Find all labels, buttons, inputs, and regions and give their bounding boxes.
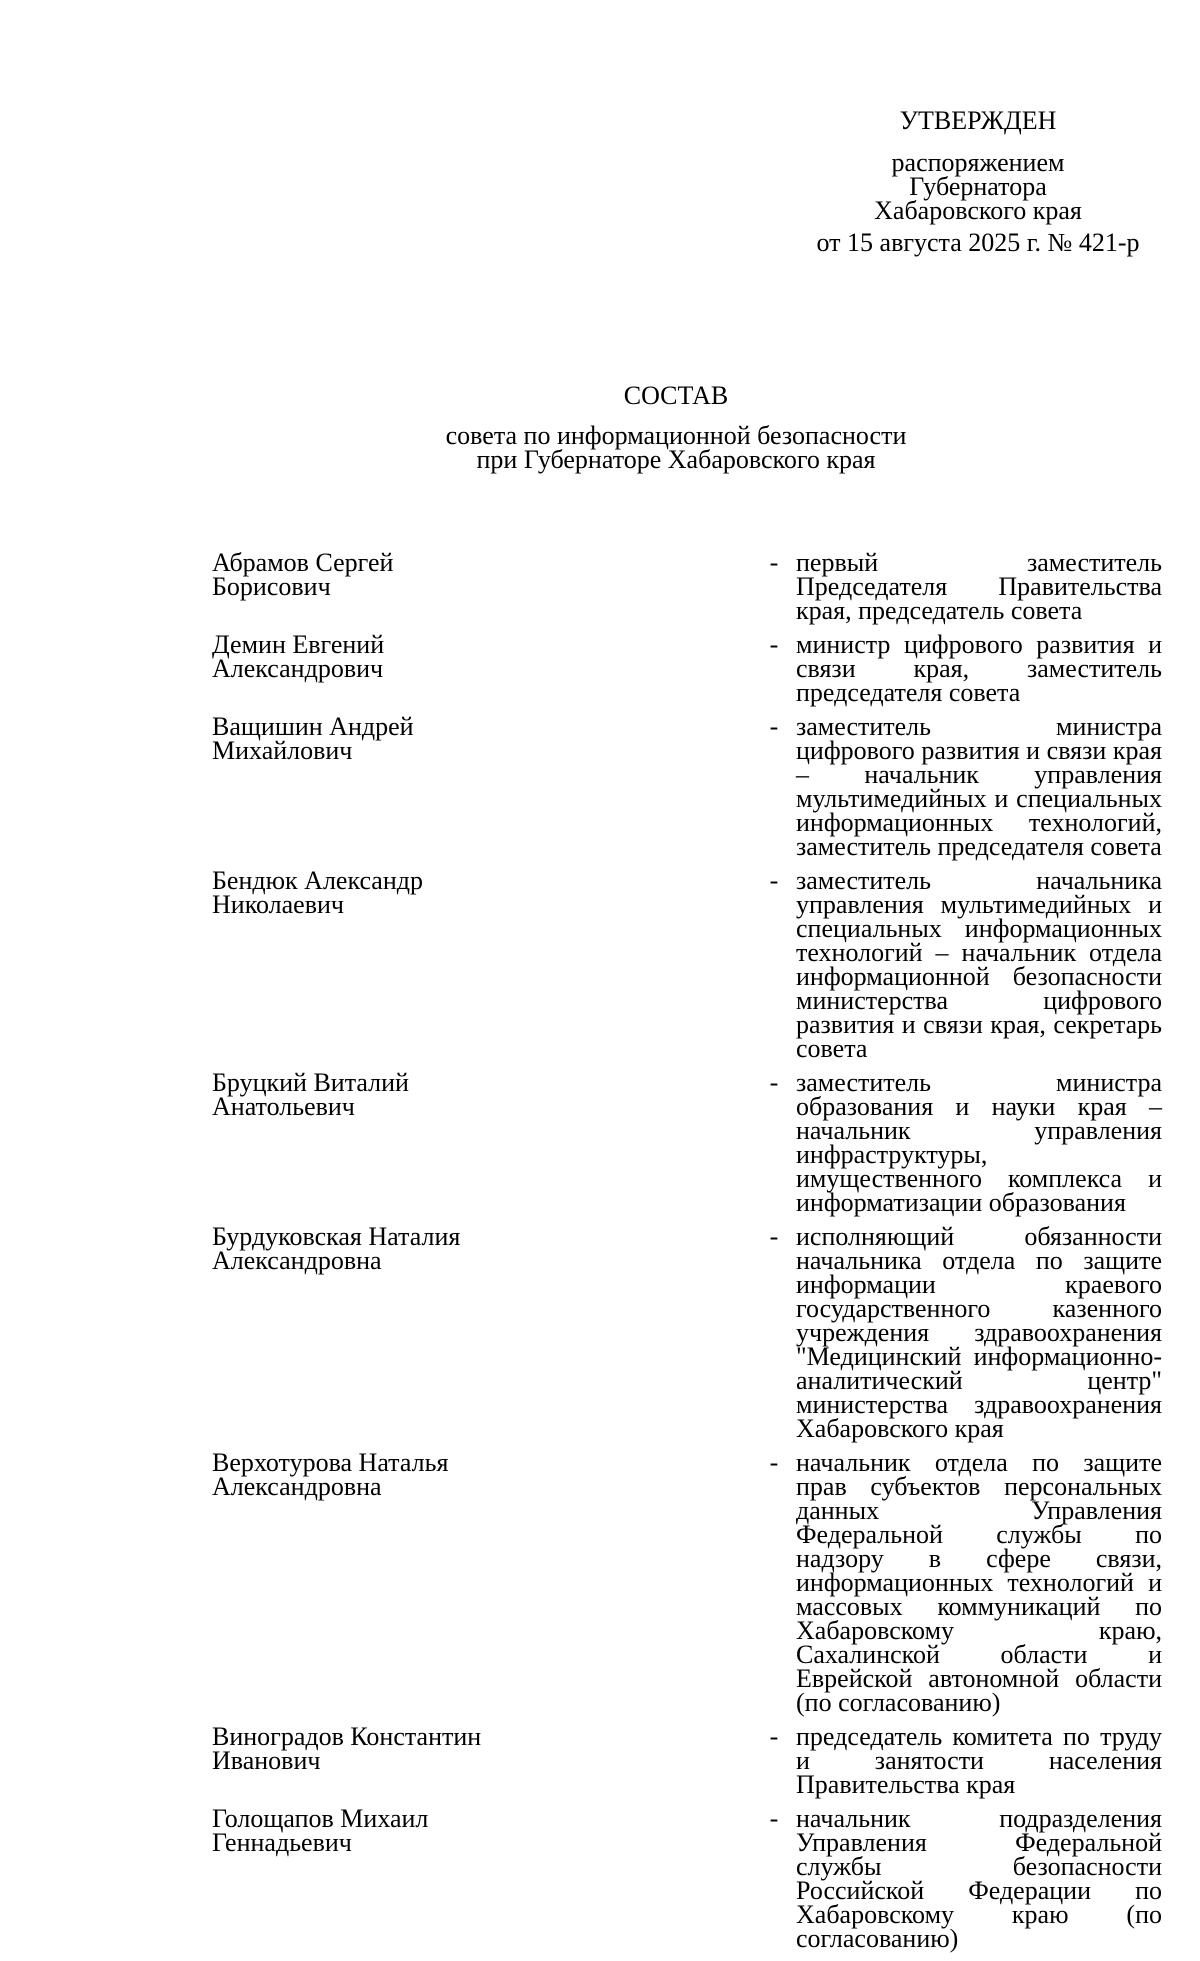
member-position: министр цифрового развития и связи края, заместитель председателя совета <box>796 630 1162 707</box>
member-name-line: Геннадьевич <box>212 1828 352 1857</box>
member-dash: - <box>769 1722 779 1751</box>
member-position: председатель комитета по труду и занятости населения Правительства края <box>796 1722 1162 1799</box>
member-name-line: Александрович <box>212 654 384 683</box>
member-name <box>212 1722 572 1797</box>
member-position: первый заместитель Председателя Правительства края, председатель совета <box>796 548 1162 625</box>
member-position: начальник подразделения Управления Федеральной службы безопасности Российской Федерации по Хабаровскому краю (по согласованию) <box>796 1804 1162 1953</box>
member-entry <box>212 1722 1162 1799</box>
member-name-line: Николаевич <box>212 890 344 919</box>
member-entry <box>212 866 1162 1063</box>
member-name-line: Голощапов Михаил <box>212 1804 429 1833</box>
member-name-line: Борисович <box>212 572 331 601</box>
member-entry <box>212 1068 1162 1217</box>
member-name <box>212 1068 572 1215</box>
member-name-line: Верхотурова Наталья <box>212 1448 449 1477</box>
member-dash: - <box>769 712 779 741</box>
member-dash: - <box>769 1068 779 1097</box>
member-entry <box>212 548 1162 625</box>
member-name <box>212 712 572 859</box>
member-position: заместитель начальника управления мультимедийных и специальных информационных технологий – начальник отдела информационной безопасности министерства цифрового развития и связи края, секретарь совета <box>796 866 1162 1063</box>
member-entry <box>212 1804 1162 1953</box>
member-entry <box>212 1448 1162 1717</box>
member-name-line: Демин Евгений <box>212 630 385 659</box>
member-position: заместитель министра образования и науки края – начальник управления инфраструктуры, имущественного комплекса и информатизации образования <box>796 1068 1162 1217</box>
member-name <box>212 548 572 623</box>
approval-authority <box>740 148 1200 225</box>
member-dash: - <box>769 866 779 895</box>
member-name <box>212 630 572 705</box>
approved-heading: УТВЕРЖДЕН <box>899 106 1057 135</box>
document-subtitle <box>0 421 1200 474</box>
member-entry <box>212 712 1162 861</box>
member-dash: - <box>769 1448 779 1477</box>
member-name-line: Александровна <box>212 1472 382 1501</box>
approval-line: Хабаровского края <box>874 196 1082 225</box>
member-name-line: Бурдуковская Наталия <box>212 1222 461 1251</box>
document-title: СОСТАВ <box>623 381 729 410</box>
member-dash: - <box>769 548 779 577</box>
member-name <box>212 866 572 1061</box>
member-name <box>212 1222 572 1441</box>
member-name-line: Виноградов Константин <box>212 1722 482 1751</box>
member-entry <box>212 630 1162 707</box>
approval-line: Губернатора <box>909 172 1047 201</box>
approval-date: от 15 августа 2025 г. № 421-р <box>816 228 1140 257</box>
member-name-line: Александровна <box>212 1246 382 1275</box>
member-name-line: Михайлович <box>212 736 353 765</box>
member-name-line: Ващишин Андрей <box>212 712 414 741</box>
member-entry <box>212 1222 1162 1443</box>
approval-line: распоряжением <box>891 148 1065 177</box>
member-position: заместитель министра цифрового развития и связи края – начальник управления мультимедийных и специальных информационных технологий, заместитель председателя совета <box>796 712 1162 861</box>
member-name-line: Иванович <box>212 1746 321 1775</box>
member-name-line: Бруцкий Виталий <box>212 1068 409 1097</box>
member-name-line: Анатольевич <box>212 1092 355 1121</box>
member-name-line: Абрамов Сергей <box>212 548 394 577</box>
members-list <box>212 548 1162 1961</box>
member-dash: - <box>769 1804 779 1833</box>
member-position: начальник отдела по защите прав субъектов персональных данных Управления Федеральной службы по надзору в сфере связи, информационных технологий и массовых коммуникаций по Хабаровскому краю, Сахалинской области и Еврейской автономной области (по согласованию) <box>796 1448 1162 1717</box>
member-dash: - <box>769 630 779 659</box>
member-name <box>212 1804 572 1951</box>
subtitle-line: совета по информационной безопасности <box>445 421 907 450</box>
member-name <box>212 1448 572 1715</box>
member-dash: - <box>769 1222 779 1251</box>
member-position: исполняющий обязанности начальника отдела по защите информации краевого государственного казенного учреждения здравоохранения "Медицинский информационно-аналитический центр" министерства здравоохранения Хабаровского края <box>796 1222 1162 1443</box>
subtitle-line: при Губернаторе Хабаровского края <box>476 445 876 474</box>
member-name-line: Бендюк Александр <box>212 866 423 895</box>
